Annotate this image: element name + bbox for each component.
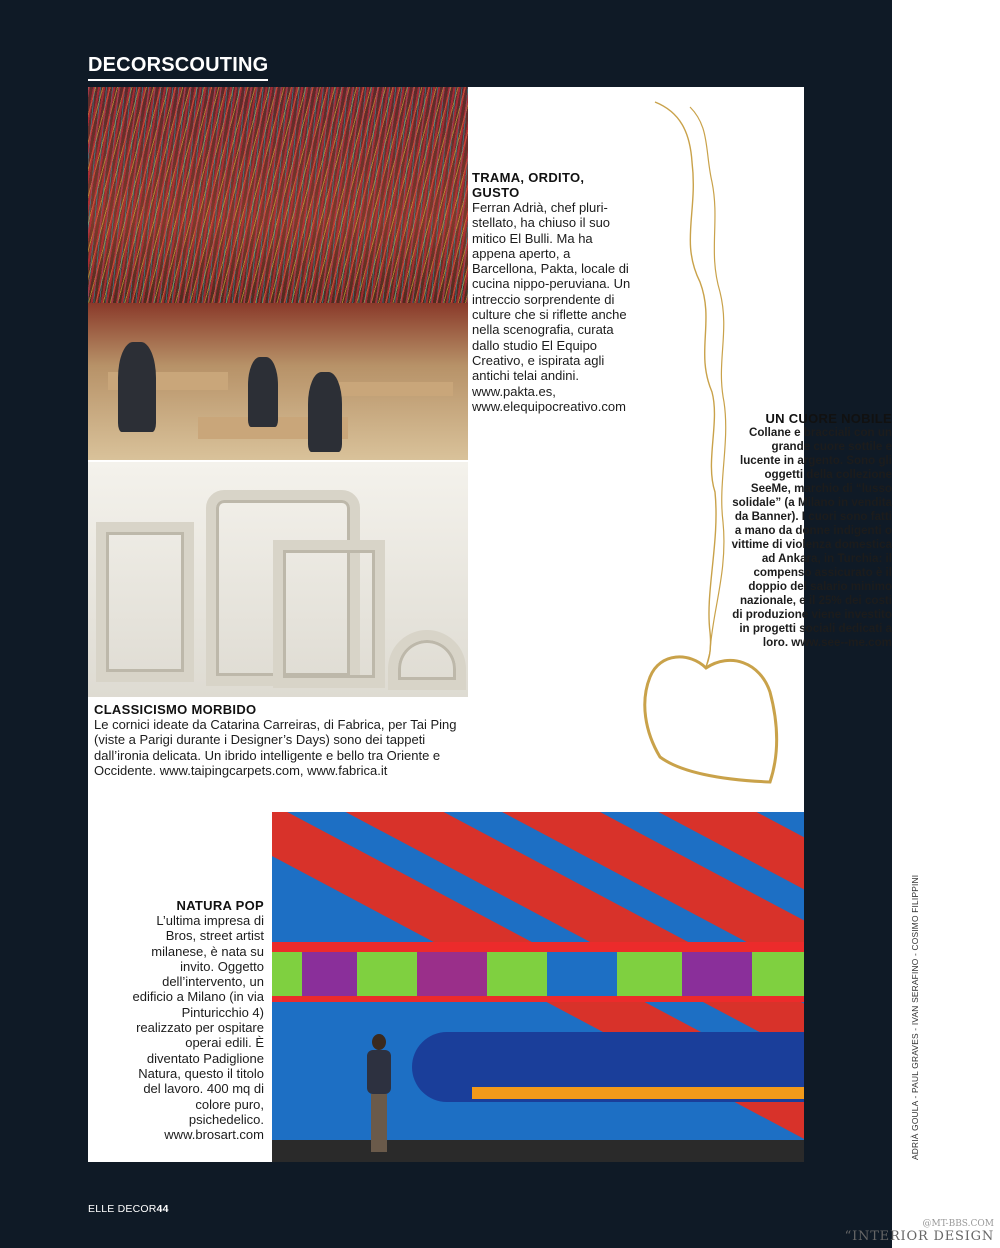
watermark-site: @MT-BBS.COM bbox=[922, 1219, 994, 1229]
right-margin bbox=[892, 0, 1000, 1248]
article-cuore-title: UN CUORE NOBILE bbox=[765, 411, 892, 426]
article-classicismo bbox=[94, 702, 474, 778]
article-classicismo-body: Le cornici ideate da Catarina Carreiras, di Fabrica, per Tai Ping (viste a Parigi durante i Designer’s Days) sono dei tappeti dall’ironia delicata. Un ibrido intelligente e bello tra Oriente e Occidente. www.taipingcarpets.com, www.fabrica.it bbox=[94, 717, 457, 778]
watermark-brand: “INTERIOR DESIGN bbox=[844, 1229, 994, 1244]
magazine-name: ELLE DECOR bbox=[88, 1203, 157, 1215]
page-number: 44 bbox=[156, 1203, 169, 1215]
article-cuore bbox=[728, 411, 892, 650]
article-natura bbox=[130, 898, 264, 1142]
mural-photo bbox=[272, 812, 804, 1162]
article-natura-body: L’ultima impresa di Bros, street artist milanese, è nata su invito. Oggetto dell’intervento, un edificio a Milano (in via Pinturicchio 4) realizzato per ospitare operai edili. È diventato Padiglione Natura, questo il titolo del lavoro. 400 mq di colore puro, psichedelico. www.brosart.com bbox=[132, 913, 264, 1143]
article-trama-body: Ferran Adrià, chef pluri-stellato, ha chiuso il suo mitico El Bulli. Ma ha appena aperto, a Barcellona, Pakta, locale di cucina nippo-peruviana. Un intreccio sorprendente di culture che si riflette anche nella scenografia, curata dallo studio El Equipo Creativo, e ispirata agli antichi telai andini. www.pakta.es, www.elequipocreativo.com bbox=[472, 200, 631, 414]
watermark bbox=[845, 1219, 994, 1244]
article-classicismo-title: CLASSICISMO MORBIDO bbox=[94, 702, 257, 717]
section-title: DECORSCOUTING bbox=[88, 54, 268, 81]
restaurant-photo bbox=[88, 87, 468, 460]
article-cuore-body: Collane e bracciali con un grande cuore sottile e lucente in argento. Sono gli oggetti della collezione SeeMe, marchio di “lusso solidale” (a Milano in vendita da Banner). I cuori sono fatti a mano da donne indigenti o vittime di violenza domestica ad Ankara, in Turchia: il compenso assicurato è il doppio del salario minimo nazionale, e il 25% dei costi di produzione viene investito in progetti sociali dedicati a loro. www.see--me.com bbox=[731, 426, 892, 649]
page-footer bbox=[88, 1203, 169, 1215]
article-trama bbox=[472, 170, 632, 414]
person-figure bbox=[367, 1034, 391, 1152]
article-trama-title: TRAMA, ORDITO, GUSTO bbox=[472, 170, 585, 200]
photo-credits: ADRIÀ GOULA - PAUL GRAVES - IVAN SERAFINO - COSIMO FILIPPINI bbox=[910, 874, 920, 1160]
frames-rugs-photo bbox=[88, 462, 468, 697]
article-natura-title: NATURA POP bbox=[176, 898, 264, 913]
